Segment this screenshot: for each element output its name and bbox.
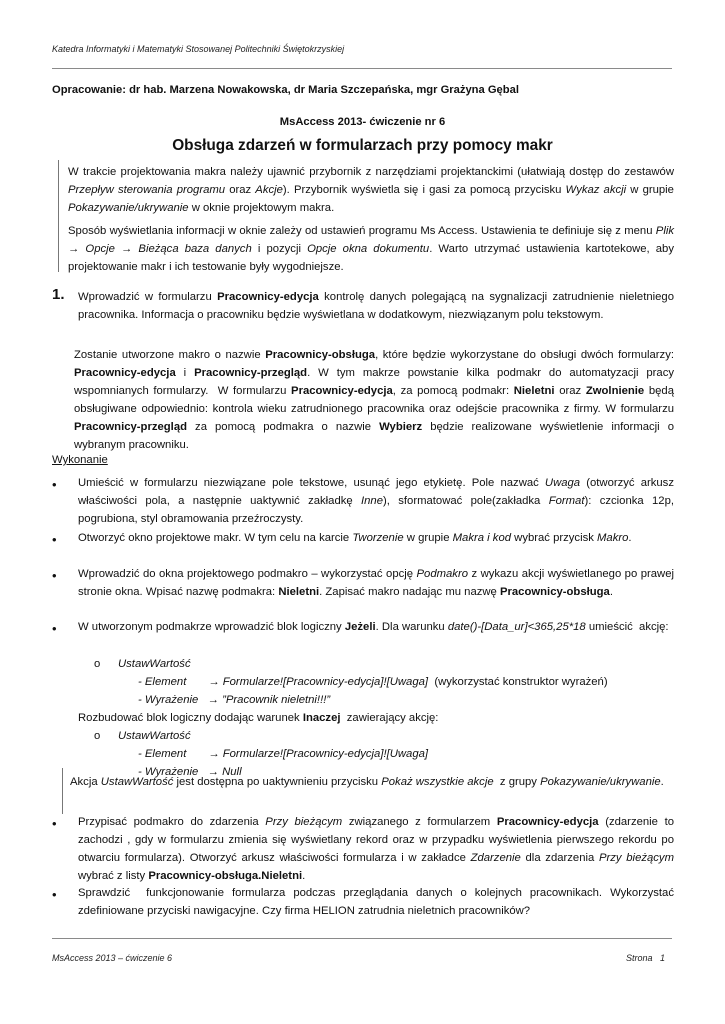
footer-rule bbox=[52, 938, 672, 939]
header-rule bbox=[52, 68, 672, 69]
footer-page-number: Strona 1 bbox=[625, 953, 665, 963]
bullet: • bbox=[52, 816, 57, 831]
bullet: • bbox=[52, 621, 57, 636]
circle-bullet: o bbox=[94, 658, 101, 670]
wykonanie-label: Wykonanie bbox=[52, 454, 108, 466]
task-number: 1. bbox=[52, 286, 65, 303]
note-text: Akcja UstawWartość jest dostępna po uaktywnieniu przycisku Pokaż wszystkie akcje z grupy Pokazywanie/ukrywanie. bbox=[70, 776, 664, 788]
footer-left: MsAccess 2013 – ćwiczenie 6 bbox=[52, 953, 173, 963]
bullet: • bbox=[52, 532, 57, 547]
step-1: Umieścić w formularzu niezwiązane pole tekstowe, usunąć jego etykietę. Pole nazwać Uwaga (otworzyć arkusz właściwości pola, a następnie uaktywnić zakładkę Inne), sformatować pole(zakładka Format): czcionka 12p, pogrubiona, styl obramowania przeźroczysty. bbox=[78, 477, 674, 525]
task-text: Wprowadzić w formularzu Pracownicy-edycja kontrolę danych polegającą na sygnalizacji zatrudnienie nieletniego pracownika. Informacja o pracowniku będzie wyświetlana w dodatkowym, niezwiązanym polu tekstowym. bbox=[78, 291, 674, 321]
step-4: W utworzonym podmakrze wprowadzić blok logiczny Jeżeli. Dla warunku date()-[Data_ur]<365,25*18 umieścić akcję: bbox=[78, 621, 669, 633]
step-3: Wprowadzić do okna projektowego podmakro – wykorzystać opcję Podmakro z wykazu akcji wyświetlanego po prawej stronie okna. Wpisać nazwę podmakra: Nieletni. Zapisać makro nadając mu nazwę Pracownicy-obsługa. bbox=[78, 568, 674, 598]
header-institution: Katedra Informatyki i Matematyki Stosowanej Politechniki Świętokrzyskiej bbox=[52, 44, 345, 54]
intro-paragraph-2: Sposób wyświetlania informacji w oknie zależy od ustawień programu Ms Access. Ustawienia te definiuje się z menu Plik → Opcje → Bieżąca baza danych i pozycji Opcje okna dokumentu. Warto utrzymać ustawienia kartotekowe, aby projektowanie makr i ich testowanie były wygodniejsze. bbox=[68, 225, 674, 273]
bullet: • bbox=[52, 568, 57, 583]
macro-element-1: - Element → Formularze![Pracownicy-edycja]![Uwaga] (wykorzystać konstruktor wyrażeń) bbox=[138, 676, 608, 688]
bullet: • bbox=[52, 477, 57, 492]
page-title: Obsługa zdarzeń w formularzach przy pomocy makr bbox=[172, 137, 553, 154]
macro-expression-2: - Wyrażenie → Null bbox=[138, 766, 242, 778]
macro-expression-1: - Wyrażenie → ”Pracownik nieletni!!!” bbox=[138, 694, 331, 706]
task-description: Zostanie utworzone makro o nazwie Pracownicy-obsługa, które będzie wykorzystane do obsługi dwóch formularzy: Pracownicy-edycja i Pracownicy-przegląd. W tym makrze powstanie kilka podmakr do automatyzacji pracy wspomnianych formularzy. W formularzu Pracownicy-edycja, za pomocą podmakr: Nieletni oraz Zwolnienie będą obsługiwane odpowiednio: kontrola wieku zatrudnionego pracownika oraz odejście pracownika z firmy. W formularzu Pracownicy-przegląd za pomocą podmakra o nazwie Wybierz będzie realizowane wyświetlenie informacji o wybranym pracowniku. bbox=[74, 349, 675, 451]
step-5: Przypisać podmakro do zdarzenia Przy bieżącym związanego z formularzem Pracownicy-edycja (zdarzenie to zachodzi , gdy w formularzu zmienia się wyświetlany rekord oraz w przypadku wyświetlenia pierwszego rekordu po otwarciu formularza). Otworzyć arkusz właściwości formularza i w zakładce Zdarzenie dla zdarzenia Przy bieżącym wybrać z listy Pracownicy-obsługa.Nieletni. bbox=[78, 816, 675, 882]
authors-line: Opracowanie: dr hab. Marzena Nowakowska, dr Maria Szczepańska, mgr Grażyna Gębal bbox=[52, 84, 519, 96]
circle-bullet: o bbox=[94, 730, 101, 742]
step-2: Otworzyć okno projektowe makr. W tym celu na karcie Tworzenie w grupie Makra i kod wybrać przycisk Makro. bbox=[78, 532, 632, 544]
else-instruction: Rozbudować blok logiczny dodając warunek Inaczej zawierający akcję: bbox=[78, 712, 439, 724]
macro-action-1: UstawWartość bbox=[118, 658, 191, 670]
macro-action-2: UstawWartość bbox=[118, 730, 191, 742]
step-6: Sprawdzić funkcjonowanie formularza podczas przeglądania danych o kolejnych pracownikach. Wykorzystać zdefiniowane przyciski nawigacyjne. Czy firma HELION zatrudnia nieletnich pracowników? bbox=[78, 887, 674, 917]
bullet: • bbox=[52, 887, 57, 902]
exercise-subtitle: MsAccess 2013- ćwiczenie nr 6 bbox=[279, 116, 446, 128]
intro-paragraph-1: W trakcie projektowania makra należy ujawnić przybornik z narzędziami projektanckimi (ułatwiają dostęp do zestawów Przepływ sterowania programu oraz Akcje). Przybornik wyświetla się i gasi za pomocą przycisku Wykaz akcji w grupie Pokazywanie/ukrywanie w oknie projektowym makra. bbox=[68, 166, 674, 214]
macro-element-2: - Element → Formularze![Pracownicy-edycja]![Uwaga] bbox=[138, 748, 429, 760]
intro-text bbox=[68, 163, 674, 276]
